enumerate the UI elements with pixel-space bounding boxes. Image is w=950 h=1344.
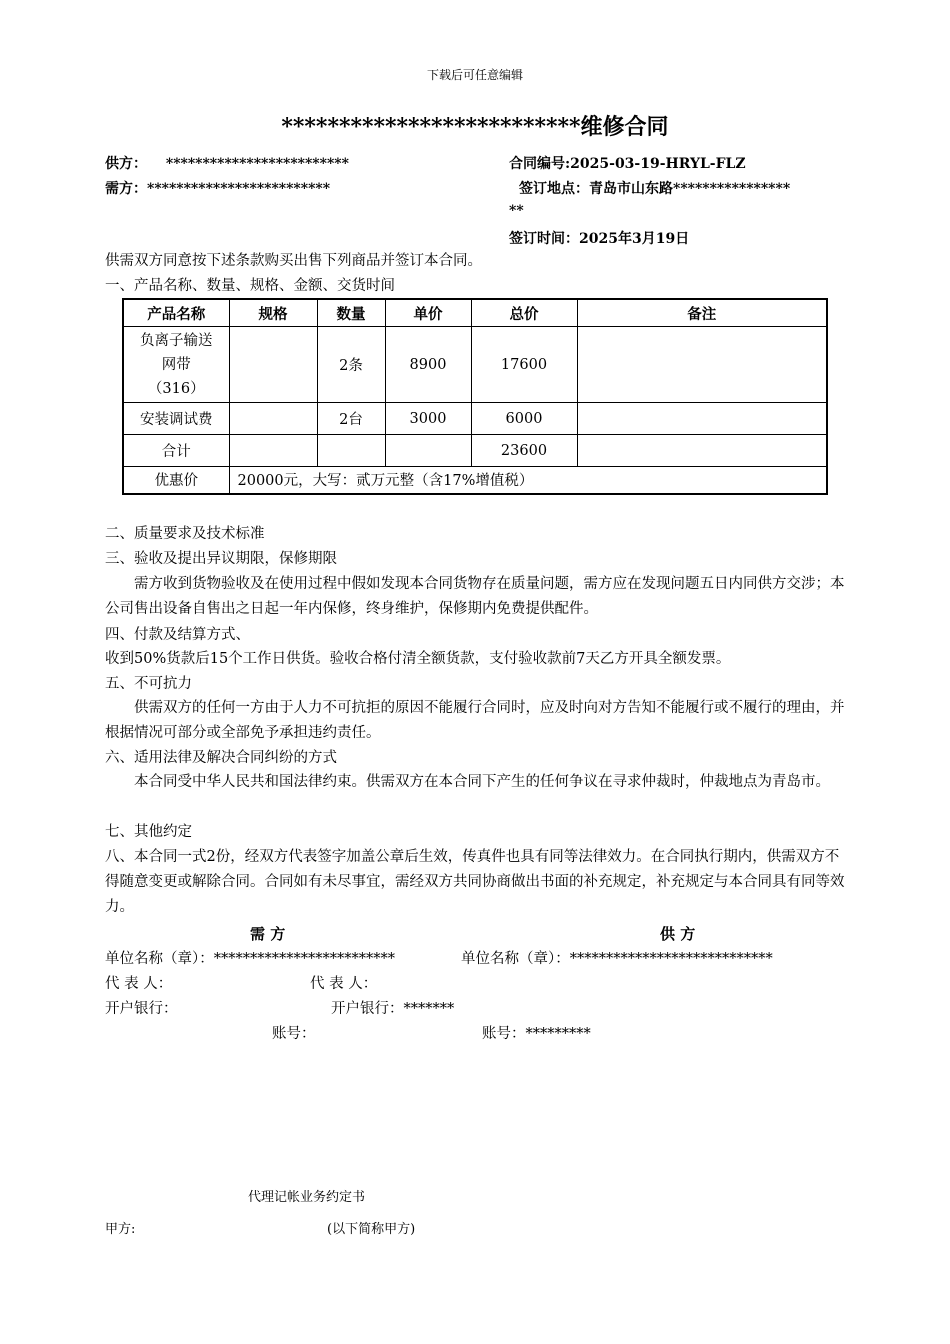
signing-date: 签订时间：2025年3月19日	[509, 231, 690, 247]
empty-cell	[577, 435, 827, 467]
next-document-title: 代理记帐业务约定书	[248, 1190, 366, 1205]
section-5-heading: 五、不可抗力	[105, 676, 192, 692]
table-row	[123, 403, 827, 435]
discount-value: 20000元，大写：贰万元整（含17%增值税）	[229, 467, 827, 494]
supplier-line	[105, 153, 349, 173]
cell-price: 3000	[385, 403, 471, 435]
buyer-label: 需方：	[105, 181, 147, 197]
top-note: 下载后可任意编辑	[426, 68, 523, 82]
supplier-account: 账号：*********	[482, 1026, 591, 1042]
section-2-heading: 二、质量要求及技术标准	[105, 526, 265, 542]
col-header-qty: 数量	[317, 299, 385, 327]
col-header-total: 总价	[471, 299, 577, 327]
supplier-representative: 代 表 人：	[310, 976, 378, 992]
sum-total: 23600	[471, 435, 577, 467]
col-header-name: 产品名称	[123, 299, 229, 327]
page-title: **************************维修合同	[281, 114, 669, 140]
cell-total: 6000	[471, 403, 577, 435]
section-3-body: 需方收到货物验收及在使用过程中假如发现本合同货物存在质量问题，需方应在发现问题五日内同供方交涉；本公司售出设备自售出之日起一年内保修，终身维护，保修期内免费提供配件。	[105, 576, 845, 617]
col-header-price: 单价	[385, 299, 471, 327]
cell-spec	[229, 327, 317, 403]
section-3-heading: 三、验收及提出异议期限，保修期限	[105, 551, 337, 567]
cell-note	[577, 327, 827, 403]
supplier-value: *************************	[165, 156, 349, 172]
cell-name-line: 网带	[161, 356, 191, 373]
section-4-heading: 四、付款及结算方式、	[105, 627, 250, 643]
col-header-note: 备注	[577, 299, 827, 327]
party-a-note: (以下简称甲方)	[327, 1222, 416, 1237]
buyer-heading: 需 方	[250, 925, 286, 943]
cell-name-line: 负离子输送	[140, 332, 213, 349]
supplier-label: 供方：	[105, 156, 147, 172]
cell-price: 8900	[385, 327, 471, 403]
section-6-heading: 六、适用法律及解决合同纠纷的方式	[105, 750, 337, 766]
section-5-body: 供需双方的任何一方由于人力不可抗拒的原因不能履行合同时，应及时向对方告知不能履行或不履行的理由，并根据情况可部分或全部免予承担违约责任。	[105, 700, 845, 741]
table-header-row	[123, 299, 827, 327]
buyer-line	[105, 178, 330, 198]
table-row	[123, 327, 827, 403]
buyer-unit-name: 单位名称（章）：*************************	[105, 951, 395, 967]
supplier-bank: 开户银行：*******	[331, 1001, 455, 1017]
intro-text: 供需双方同意按下述条款购买出售下列商品并签订本合同。	[105, 253, 482, 269]
cell-note	[577, 403, 827, 435]
cell-total: 17600	[471, 327, 577, 403]
buyer-value: *************************	[147, 181, 331, 197]
empty-cell	[385, 435, 471, 467]
table-discount-row	[123, 467, 827, 494]
sum-label: 合计	[123, 435, 229, 467]
table-sum-row	[123, 435, 827, 467]
section-1-heading: 一、产品名称、数量、规格、金额、交货时间	[105, 278, 395, 294]
buyer-representative: 代 表 人：	[105, 976, 173, 992]
cell-name: 安装调试费	[123, 403, 229, 435]
cell-qty: 2条	[317, 327, 385, 403]
cell-qty: 2台	[317, 403, 385, 435]
signing-place-cont: **	[509, 203, 524, 219]
buyer-account: 账号：	[272, 1026, 316, 1042]
supplier-heading: 供 方	[660, 925, 696, 943]
section-8-text: 八、本合同一式2份，经双方代表签字加盖公章后生效，传真件也具有同等法律效力。在合同执行期内，供需双方不得随意变更或解除合同。合同如有未尽事宜，需经双方共同协商做出书面的补充规定，补充规定与本合同具有同等效力。	[105, 849, 845, 915]
section-6-body: 本合同受中华人民共和国法律约束。供需双方在本合同下产生的任何争议在寻求仲裁时，仲裁地点为青岛市。	[134, 774, 830, 790]
discount-label: 优惠价	[123, 467, 229, 494]
supplier-unit-name: 单位名称（章）：****************************	[461, 951, 773, 967]
section-7-heading: 七、其他约定	[105, 824, 192, 840]
cell-name	[123, 327, 229, 403]
section-4-body: 收到50%货款后15个工作日供货。验收合格付清全额货款，支付验收款前7天乙方开具全额发票。	[105, 651, 731, 667]
party-a-label: 甲方:	[105, 1222, 136, 1237]
contract-number: 合同编号:2025-03-19-HRYL-FLZ	[509, 156, 746, 172]
cell-name-line: （316）	[147, 380, 205, 397]
empty-cell	[229, 435, 317, 467]
col-header-spec: 规格	[229, 299, 317, 327]
empty-cell	[317, 435, 385, 467]
buyer-bank: 开户银行：	[105, 1001, 178, 1017]
signing-place: 签订地点：青岛市山东路****************	[519, 181, 791, 197]
product-table	[122, 298, 828, 495]
cell-spec	[229, 403, 317, 435]
